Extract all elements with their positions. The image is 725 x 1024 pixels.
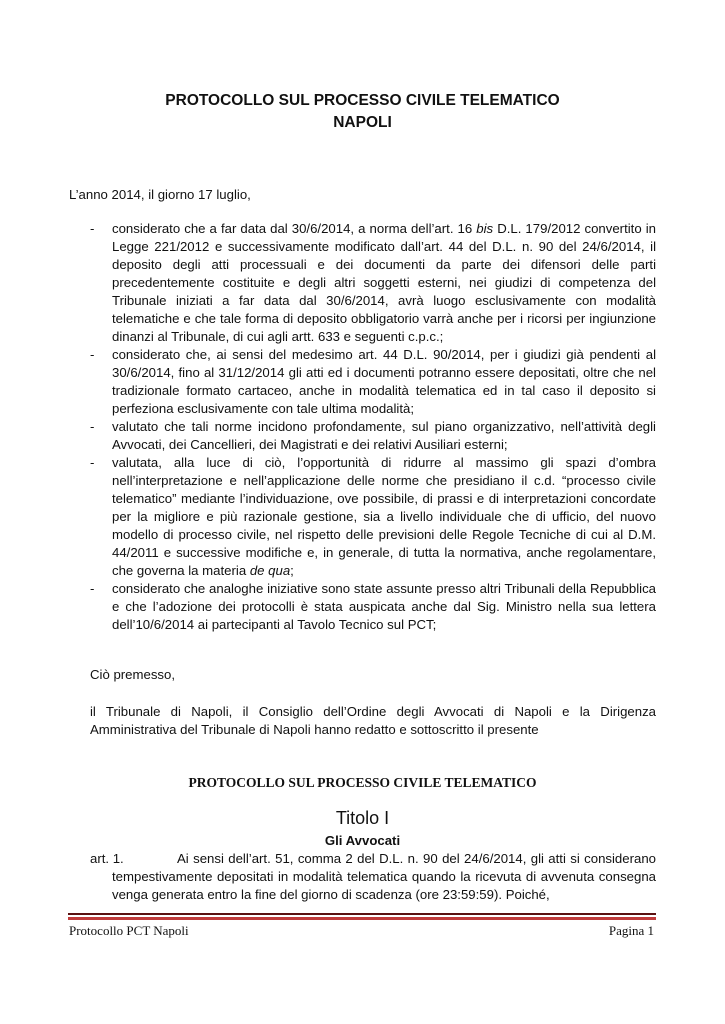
premise-emphasis: de qua bbox=[249, 563, 291, 578]
list-dash: - bbox=[90, 455, 95, 470]
article-number: art. 1. bbox=[90, 851, 124, 866]
premise-text: valutata, alla luce di ciò, l’opportunità di ridurre al massimo gli spazi d’ombra nell’interpretazione e nell’applicazione delle norme che presidiano il c.d. “processo civile telematico” mediante l’individuazione, ove possibile, di prassi e di interpretazioni concordate per la migliore e più razionale gestione, sia a livello individuale che di ufficio, del nuovo modello di processo civile, nel rispetto delle previsioni delle Regole Tecniche di cui al D.M. 44/2011 e successive modifiche e, in generale, di tutta la normativa, anche regolamentare, che governa la materia bbox=[112, 455, 656, 578]
intro-paragraph: il Tribunale di Napoli, il Consiglio dell’Ordine degli Avvocati di Napoli e la Dirigenza Amministrativa del Tribunale di Napoli hanno redatto e sottoscritto il presente bbox=[90, 704, 656, 737]
section-title: Titolo I bbox=[335, 808, 390, 828]
document-title bbox=[60, 90, 665, 134]
list-dash: - bbox=[90, 347, 95, 362]
footer-page-number: Pagina 1 bbox=[608, 923, 654, 938]
premise-text-end: ; bbox=[290, 563, 294, 578]
premise-text: considerato che a far data dal 30/6/2014, a norma dell’art. 16 bbox=[112, 221, 477, 236]
footer-document-name: Protocollo PCT Napoli bbox=[69, 923, 189, 938]
premise-text: valutato che tali norme incidono profondamente, sul piano organizzativo, nell’attività degli Avvocati, dei Cancellieri, dei Magistrati e dei relativi Ausiliari esterni; bbox=[112, 419, 656, 452]
title-line-2: NAPOLI bbox=[333, 114, 392, 131]
premise-item bbox=[90, 346, 656, 418]
premise-text: considerato che, ai sensi del medesimo art. 44 D.L. 90/2014, per i giudizi già pendenti al 30/6/2014, fino al 31/12/2014 gli atti ed i documenti potranno essere depositati, oltre che nel tradizionale formato cartaceo, anche in modalità telematica ed in tal caso il deposito si perfeziona esclusivamente con tale ultima modalità; bbox=[112, 347, 656, 416]
article-1 bbox=[90, 850, 656, 904]
premise-item bbox=[90, 454, 656, 580]
premise-text-end: D.L. 179/2012 convertito in Legge 221/2012 e successivamente modificato dall’art. 44 del D.L. n. 90 del 24/6/2014, il deposito degli atti processuali e dei documenti da parte dei difensori delle parti precedentemente costituite e degli altri soggetti esterni, nei giudizi di competenza del Tribunale iniziati a far data dal 30/6/2014, avrà luogo esclusivamente con modalità telematiche e che tale forma di deposito obbligatorio varrà anche per i ricorsi per ingiunzione dinanzi al Tribunale, di cui agli artt. 633 e seguenti c.p.c.; bbox=[112, 221, 656, 344]
cio-premesso: Ciò premesso, bbox=[90, 667, 176, 682]
list-dash: - bbox=[90, 581, 95, 596]
list-dash: - bbox=[90, 419, 95, 434]
premise-item bbox=[90, 220, 656, 346]
premises-list bbox=[90, 220, 656, 634]
footer-rule-dark bbox=[68, 913, 656, 915]
premise-item bbox=[90, 580, 656, 634]
premise-text: considerato che analoghe iniziative sono state assunte presso altri Tribunali della Repubblica e che l’adozione dei protocolli è stata auspicata anche dal Sig. Ministro nella sua lettera dell’10/6/2014 ai partecipanti al Tavolo Tecnico sul PCT; bbox=[112, 581, 656, 632]
premise-item bbox=[90, 418, 656, 454]
footer-rule-light bbox=[68, 917, 656, 920]
protocol-heading: PROTOCOLLO SUL PROCESSO CIVILE TELEMATICO bbox=[188, 775, 537, 790]
section-subtitle: Gli Avvocati bbox=[324, 833, 401, 848]
premise-emphasis: bis bbox=[476, 221, 494, 236]
list-dash: - bbox=[90, 221, 95, 236]
article-text: Ai sensi dell’art. 51, comma 2 del D.L. n. 90 del 24/6/2014, gli atti si considerano tempestivamente depositati in modalità telematica quando la ricevuta di avvenuta consegna venga generata entro la fine del giorno di scadenza (ore 23:59:59). Poiché, bbox=[112, 851, 656, 902]
title-line-1: PROTOCOLLO SUL PROCESSO CIVILE TELEMATICO bbox=[165, 92, 560, 109]
date-line: L’anno 2014, il giorno 17 luglio, bbox=[69, 187, 251, 202]
